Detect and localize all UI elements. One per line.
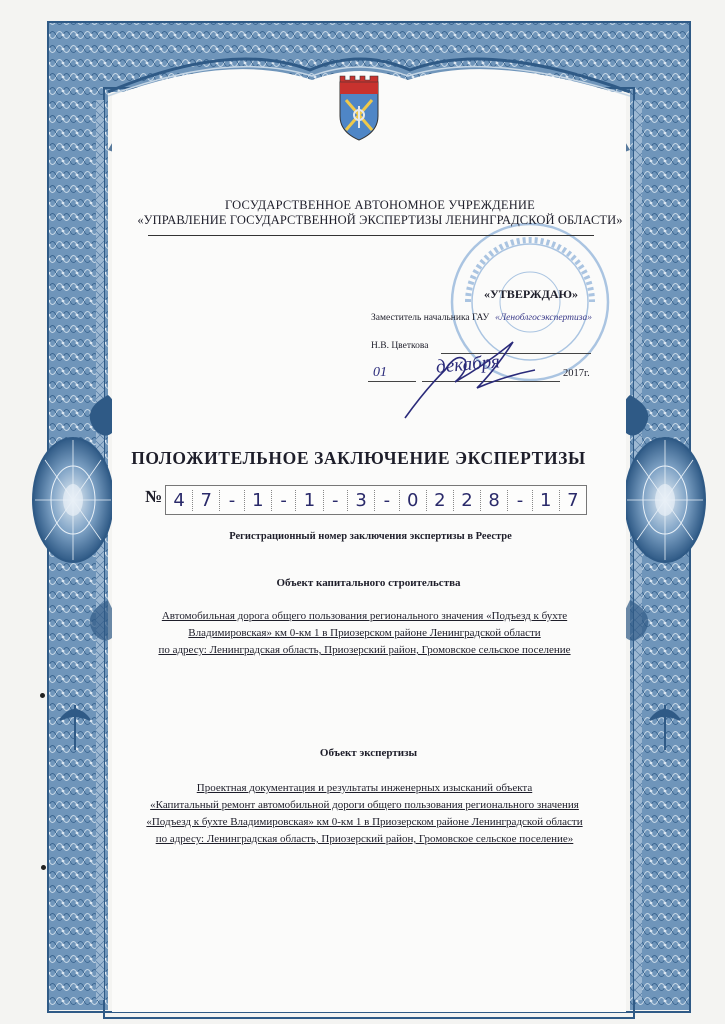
- expertise-object-line: «Капитальный ремонт автомобильной дороги общего пользования регионального значения: [150, 799, 579, 811]
- construction-object-line: Владимировская» км 0-км 1 в Приозерском районе Ленинградской области: [188, 627, 541, 639]
- header-divider: [148, 235, 594, 236]
- punch-hole: [41, 865, 46, 870]
- expertise-object-line: «Подъезд к бухте Владимировская» км 0-км 1 в Приозерском районе Ленинградской области: [146, 816, 583, 828]
- org-name-line1: ГОСУДАРСТВЕННОЕ АВТОНОМНОЕ УЧРЕЖДЕНИЕ: [225, 198, 535, 212]
- registry-caption: Регистрационный номер заключения экспертизы в Реестре: [229, 531, 512, 542]
- number-digit: 1: [533, 490, 560, 511]
- number-digit: 3: [348, 490, 375, 511]
- number-digit: 7: [567, 489, 579, 511]
- expertise-object-description: [2, 780, 725, 848]
- construction-object-line: Автомобильная дорога общего пользования регионального значения «Подъезд к бухте: [161, 610, 568, 622]
- number-dash: -: [375, 490, 400, 511]
- number-digit: 1: [245, 490, 272, 511]
- number-dash: -: [220, 490, 245, 511]
- number-digit: 2: [427, 490, 454, 511]
- number-dash: -: [324, 490, 349, 511]
- approver-organization: «Леноблгосэкспертиза»: [495, 313, 592, 323]
- number-digit: 4: [166, 490, 193, 511]
- expertise-object-caption: Объект экспертизы: [319, 747, 418, 759]
- number-digit: 1: [296, 490, 323, 511]
- number-label: №: [145, 487, 163, 506]
- registry-number-box: [165, 485, 587, 515]
- number-dash: -: [272, 490, 297, 511]
- number-digit: 0: [400, 490, 427, 511]
- number-dash: -: [508, 490, 533, 511]
- approval-heading: «УТВЕРЖДАЮ»: [484, 287, 579, 301]
- punch-hole: [40, 693, 45, 698]
- document-title: ПОЛОЖИТЕЛЬНОЕ ЗАКЛЮЧЕНИЕ ЭКСПЕРТИЗЫ: [131, 448, 586, 468]
- number-digit: 7: [193, 490, 220, 511]
- approval-year: 2017г.: [563, 368, 590, 379]
- approver-position: Заместитель начальника ГАУ: [371, 313, 490, 323]
- number-digit: 2: [454, 490, 481, 511]
- construction-object-line: по адресу: Ленинградская область, Приозерский район, Громовское сельское поселение: [158, 644, 571, 656]
- expertise-object-line: по адресу: Ленинградская область, Приозерский район, Громовское сельское поселение»: [155, 833, 574, 845]
- number-digit: 8: [481, 490, 508, 511]
- approval-month-handwritten: декабря: [435, 351, 501, 378]
- org-name-line2: «УПРАВЛЕНИЕ ГОСУДАРСТВЕННОЙ ЭКСПЕРТИЗЫ ЛЕНИНГРАДСКОЙ ОБЛАСТИ»: [137, 213, 623, 227]
- construction-object-description: [2, 608, 725, 659]
- construction-object-caption: Объект капитального строительства: [276, 577, 461, 589]
- coat-of-arms-emblem: [334, 70, 384, 142]
- approver-name: Н.В. Цветкова: [371, 341, 429, 351]
- signature: [395, 330, 545, 425]
- approval-day: 01: [373, 365, 387, 380]
- expertise-object-line: Проектная документация и результаты инженерных изысканий объекта: [196, 782, 533, 794]
